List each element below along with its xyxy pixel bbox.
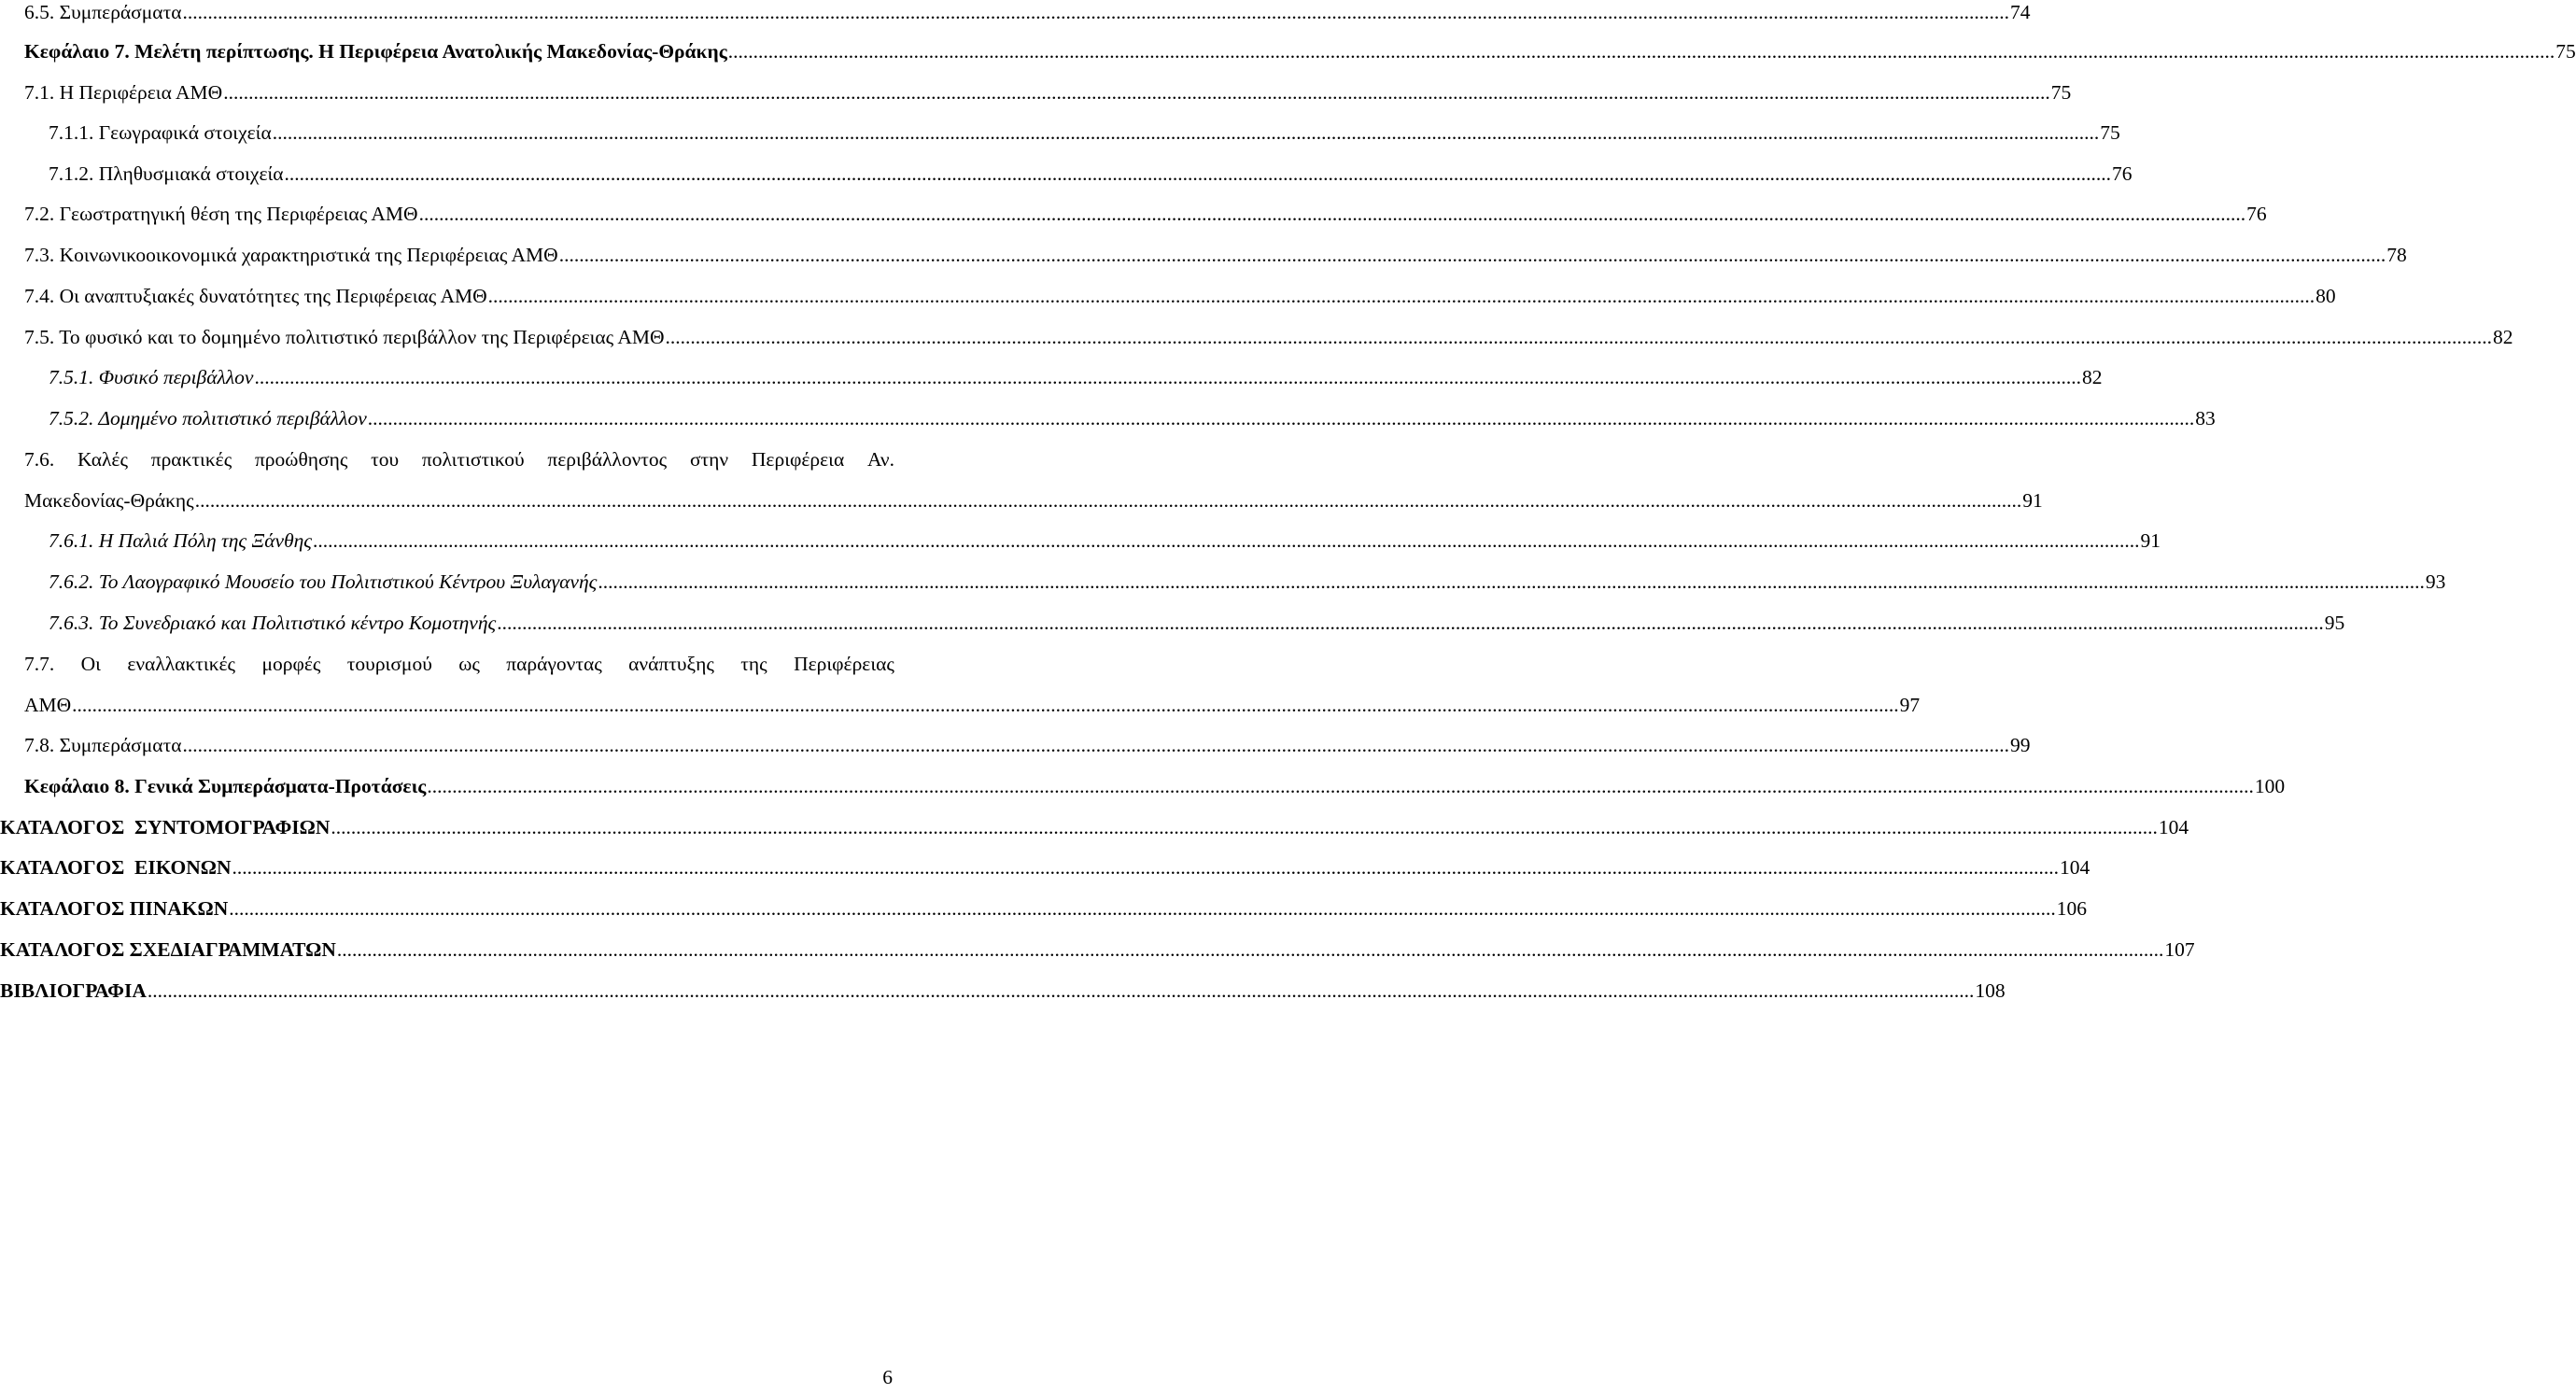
toc-entry-page: 83 — [2195, 407, 2216, 429]
toc-word: μορφές — [261, 653, 321, 675]
toc-leader-dots — [72, 691, 1899, 719]
toc-leader-dots — [223, 78, 2050, 106]
toc-entry[interactable] — [49, 160, 2133, 188]
toc-entry-page: 82 — [2081, 366, 2103, 388]
toc-entry-page: 80 — [2316, 285, 2336, 307]
toc-leader-dots — [331, 813, 2158, 841]
toc-entry-page: 100 — [2254, 775, 2286, 797]
toc-entry-title: 7.6.3. Το Συνεδριακό και Πολιτιστικό κέντρο Κομοτηνής — [49, 612, 497, 634]
toc-entry-section[interactable] — [0, 977, 2006, 1005]
toc-word: του — [371, 448, 400, 471]
toc-entry-title: 7.6.2. Το Λαογραφικό Μουσείο του Πολιτιστικού Κέντρου Ξυλαγανής — [49, 570, 598, 593]
toc-word: εναλλακτικές — [127, 653, 236, 675]
toc-entry-page: 74 — [2009, 1, 2031, 23]
toc-word: στην — [689, 448, 729, 471]
toc-leader-dots — [148, 977, 1975, 1005]
toc-entry-title: 7.1.1. Γεωγραφικά στοιχεία — [49, 121, 272, 144]
toc-entry-title: 7.5. Το φυσικό και το δομημένο πολιτιστικό περιβάλλον της Περιφέρειας ΑΜΘ — [24, 326, 665, 348]
toc-word: ανάπτυξης — [628, 653, 714, 675]
toc-leader-dots — [195, 486, 2022, 514]
toc-entry-page: 93 — [2425, 570, 2446, 593]
toc-entry-title: ΚΑΤΑΛΟΓΟΣ ΕΙΚΟΝΩΝ — [0, 856, 232, 879]
toc-entry-title: Κεφάλαιο 7. Μελέτη περίπτωσης. Η Περιφέρεια Ανατολικής Μακεδονίας-Θράκης — [24, 40, 727, 63]
toc-entry[interactable] — [24, 0, 2031, 26]
toc-entry-page: 99 — [2009, 734, 2031, 756]
toc-word: Αν. — [866, 448, 894, 471]
toc-word: Καλές — [77, 448, 128, 471]
toc-entry-title: 7.6.1. Η Παλιά Πόλη της Ξάνθης — [49, 529, 313, 552]
toc-leader-dots — [728, 37, 2555, 65]
toc-entry-page: 75 — [2100, 121, 2120, 144]
toc-entry-title: 7.4. Οι αναπτυξιακές δυνατότητες της Περιφέρειας ΑΜΘ — [24, 285, 487, 307]
toc-word: Οι — [80, 653, 101, 675]
toc-leader-dots — [368, 404, 2195, 432]
toc-entry-chapter[interactable] — [24, 37, 2576, 65]
toc-entry-page: 91 — [2022, 489, 2043, 512]
toc-word: παράγοντας — [506, 653, 602, 675]
toc-leader-dots — [419, 200, 2246, 228]
toc-entry[interactable] — [24, 323, 2513, 351]
toc-word: Περιφέρεια — [751, 448, 845, 471]
toc-entry-section[interactable] — [0, 894, 2088, 922]
toc-leader-dots — [497, 609, 2324, 637]
toc-leader-dots — [427, 772, 2254, 800]
toc-word: ως — [458, 653, 480, 675]
toc-entry-page: 95 — [2324, 612, 2345, 634]
toc-entry-title: Μακεδονίας-Θράκης — [24, 489, 194, 512]
toc-leader-dots — [232, 853, 2060, 881]
toc-leader-dots — [337, 936, 2164, 964]
toc-word: τουρισμού — [346, 653, 432, 675]
toc-entry-page: 91 — [2140, 529, 2161, 552]
toc-leader-dots — [273, 119, 2100, 147]
toc-entry-title: Κεφάλαιο 8. Γενικά Συμπεράσματα-Προτάσεις — [24, 775, 427, 797]
toc-leader-dots — [254, 363, 2081, 391]
toc-leader-dots — [182, 731, 2009, 759]
toc-entry[interactable] — [49, 363, 2103, 391]
toc-entry-title: ΚΑΤΑΛΟΓΟΣ ΣΥΝΤΟΜΟΓΡΑΦΙΩΝ — [0, 816, 331, 838]
toc-entry-page: 104 — [2060, 856, 2090, 879]
toc-entry-page: 108 — [1975, 979, 2006, 1002]
toc-entry-section[interactable] — [0, 853, 2090, 881]
toc-leader-dots — [559, 241, 2386, 269]
toc-entry[interactable] — [24, 200, 2267, 228]
toc-entry-title: 7.8. Συμπεράσματα — [24, 734, 182, 756]
toc-entry[interactable] — [49, 527, 2161, 555]
toc-entry-title: 7.3. Κοινωνικοοικονομικά χαρακτηριστικά της Περιφέρειας ΑΜΘ — [24, 244, 558, 266]
toc-entry-title: ΒΙΒΛΙΟΓΡΑΦΙΑ — [0, 979, 147, 1002]
toc-leader-dots — [229, 894, 2056, 922]
toc-entry-page: 75 — [2050, 81, 2072, 104]
toc-entry-title: 7.2. Γεωστρατηγική θέση της Περιφέρειας ΑΜΘ — [24, 203, 418, 225]
toc-entry-page: 78 — [2386, 244, 2407, 266]
toc-entry-title: 7.5.2. Δομημένο πολιτιστικό περιβάλλον — [49, 407, 367, 429]
toc-entry-page: 106 — [2056, 897, 2088, 920]
toc-entry[interactable] — [49, 404, 2216, 432]
toc-leader-dots — [488, 282, 2316, 310]
toc-entry-title: ΚΑΤΑΛΟΓΟΣ ΣΧΕΔΙΑΓΡΑΜΜΑΤΩΝ — [0, 938, 336, 961]
toc-word: 7.6. — [24, 448, 55, 471]
toc-entry[interactable] — [24, 486, 2043, 514]
toc-entry[interactable] — [49, 119, 2120, 147]
toc-word: πολιτιστικού — [421, 448, 525, 471]
toc-entry-page: 75 — [2555, 40, 2576, 63]
toc-entry-section[interactable] — [0, 813, 2189, 841]
page-number: 6 — [882, 1366, 893, 1388]
toc-word: περιβάλλοντος — [547, 448, 668, 471]
toc-word: προώθησης — [254, 448, 348, 471]
toc-entry-line[interactable] — [24, 650, 894, 678]
toc-entry-page: 107 — [2164, 938, 2195, 961]
toc-entry-page: 104 — [2158, 816, 2189, 838]
toc-word: 7.7. — [24, 653, 55, 675]
toc-entry-title: 6.5. Συμπεράσματα — [24, 1, 182, 23]
toc-entry-title: 7.1. Η Περιφέρεια ΑΜΘ — [24, 81, 223, 104]
toc-entry[interactable] — [49, 609, 2345, 637]
toc-entry-title: ΑΜΘ — [24, 694, 72, 716]
toc-entry-section[interactable] — [0, 936, 2195, 964]
toc-entry-page: 97 — [1899, 694, 1921, 716]
toc-leader-dots — [598, 568, 2425, 596]
toc-entry[interactable] — [24, 78, 2072, 106]
toc-entry[interactable] — [24, 241, 2407, 269]
toc-leader-dots — [666, 323, 2493, 351]
toc-leader-dots — [182, 0, 2009, 26]
toc-entry-chapter[interactable] — [24, 772, 2286, 800]
toc-entry[interactable] — [24, 282, 2336, 310]
toc-entry[interactable] — [24, 691, 1921, 719]
toc-entry[interactable] — [24, 731, 2031, 759]
toc-entry-page: 76 — [2112, 162, 2133, 185]
toc-entry-title: ΚΑΤΑΛΟΓΟΣ ΠΙΝΑΚΩΝ — [0, 897, 229, 920]
toc-word: της — [740, 653, 767, 675]
toc-entry-page: 82 — [2493, 326, 2513, 348]
toc-entry-title: 7.1.2. Πληθυσμιακά στοιχεία — [49, 162, 284, 185]
toc-leader-dots — [285, 160, 2112, 188]
toc-word: πρακτικές — [150, 448, 232, 471]
toc-entry-line[interactable] — [24, 445, 894, 473]
toc-entry-page: 76 — [2246, 203, 2267, 225]
toc-word: Περιφέρειας — [794, 653, 894, 675]
toc-entry-title: 7.5.1. Φυσικό περιβάλλον — [49, 366, 254, 388]
toc-entry[interactable] — [49, 568, 2446, 596]
toc-leader-dots — [313, 527, 2140, 555]
